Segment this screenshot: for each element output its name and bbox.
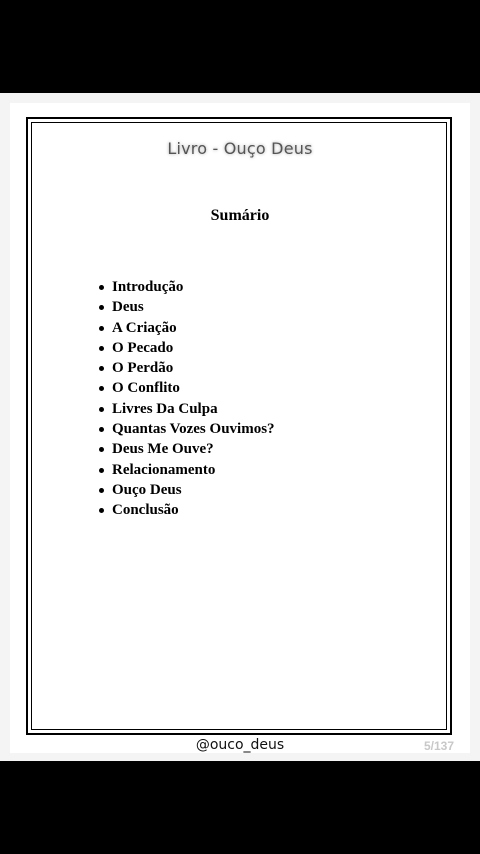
toc-item — [98, 399, 275, 419]
toc-item — [98, 378, 275, 398]
toc-item-label: Quantas Vozes Ouvimos? — [112, 421, 275, 438]
bullet-icon — [99, 508, 104, 513]
toc-item-label: Relacionamento — [112, 461, 216, 478]
bullet-icon — [99, 366, 104, 371]
toc-list — [98, 277, 275, 521]
toc-item — [98, 480, 275, 500]
toc-item — [98, 460, 275, 480]
bullet-icon — [99, 488, 104, 493]
header-title: Livro - Ouço Deus — [167, 139, 313, 158]
toc-item-label: A Criação — [112, 319, 177, 336]
bullet-icon — [99, 285, 104, 290]
toc-item — [98, 277, 275, 297]
bullet-icon — [99, 407, 104, 412]
bullet-icon — [99, 447, 104, 452]
bullet-icon — [99, 305, 104, 310]
toc-item — [98, 297, 275, 317]
page-counter: 5/137 — [423, 739, 454, 753]
footer-handle: @ouco_deus — [195, 737, 285, 753]
toc-item-label: Deus Me Ouve? — [112, 441, 214, 458]
bullet-icon — [99, 427, 104, 432]
toc-item-label: O Perdão — [112, 360, 174, 377]
toc-item-label: Introdução — [112, 279, 184, 295]
toc-item — [98, 358, 275, 378]
toc-heading: Sumário — [210, 207, 270, 224]
bullet-icon — [99, 468, 104, 473]
document-viewer[interactable] — [0, 93, 480, 761]
toc-item — [98, 439, 275, 459]
toc-item — [98, 419, 275, 439]
toc-item-label: O Conflito — [112, 380, 180, 397]
toc-item — [98, 500, 275, 520]
toc-item-label: O Pecado — [112, 339, 174, 356]
toc-item-label: Conclusão — [112, 502, 179, 519]
bullet-icon — [99, 346, 104, 351]
toc-item — [98, 318, 275, 338]
document-page — [10, 103, 470, 753]
bullet-icon — [99, 386, 104, 391]
toc-item — [98, 338, 275, 358]
toc-item-label: Livres Da Culpa — [112, 400, 218, 417]
bullet-icon — [99, 326, 104, 331]
toc-item-label: Ouço Deus — [112, 481, 182, 498]
toc-item-label: Deus — [112, 299, 144, 316]
